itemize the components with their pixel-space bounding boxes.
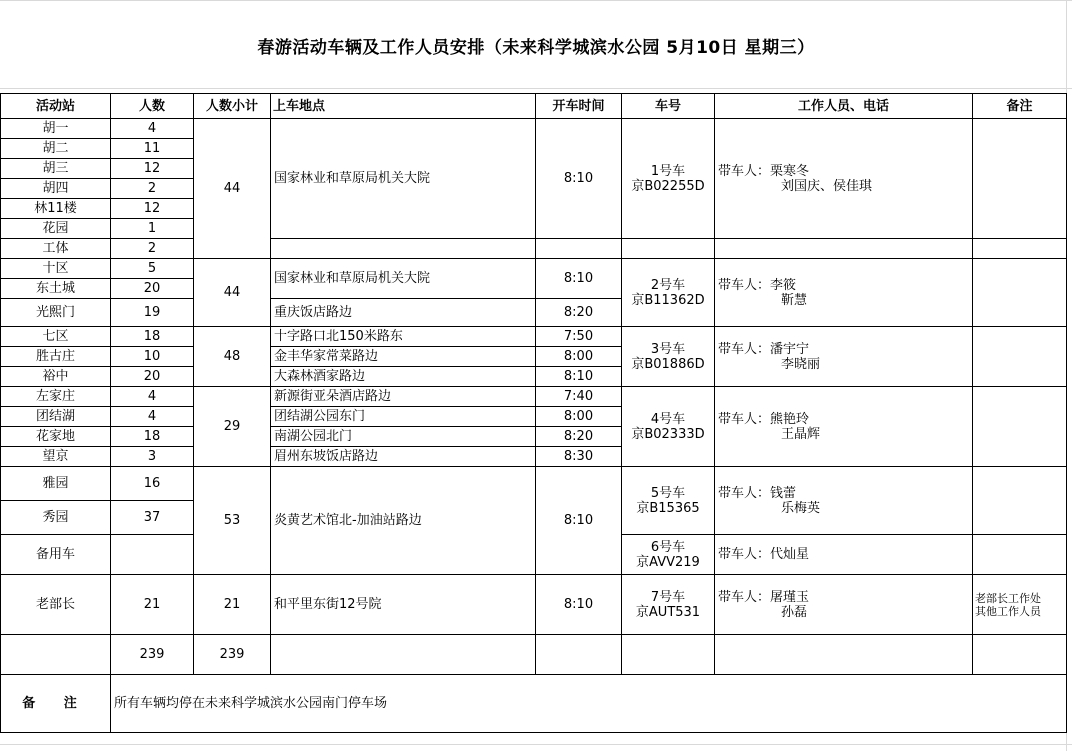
subtotal-cell: 21 [194, 575, 271, 635]
staff-cell [715, 119, 973, 239]
vehicle-cell [622, 327, 715, 387]
station-count: 16 [111, 467, 194, 501]
gridline [0, 0, 1072, 1]
station-name: 裕中 [1, 367, 111, 387]
table-row [1, 239, 1067, 259]
pickup-place: 大森林酒家路边 [271, 367, 536, 387]
vehicle-number: 3号车 [650, 341, 686, 357]
table-row [1, 259, 1067, 279]
vehicle-plate: 京B02333D [631, 426, 705, 442]
empty-cell [271, 239, 536, 259]
station-count: 20 [111, 367, 194, 387]
schedule-table [0, 93, 1067, 733]
depart-time: 8:10 [536, 467, 622, 575]
pickup-place: 新源街亚朵酒店路边 [271, 387, 536, 407]
remark-cell [973, 467, 1067, 535]
empty-cell [536, 635, 622, 675]
vehicle-plate: 京B01886D [631, 356, 705, 372]
pickup-place: 炎黄艺术馆北-加油站路边 [271, 467, 536, 575]
subtotal-cell: 29 [194, 387, 271, 467]
table-row [1, 327, 1067, 347]
subtotal-cell: 53 [194, 467, 271, 575]
pickup-place: 重庆饭店路边 [271, 299, 536, 327]
vehicle-number: 7号车 [650, 589, 686, 605]
subtotal-cell: 48 [194, 327, 271, 387]
empty-cell [715, 635, 973, 675]
empty-cell [715, 239, 973, 259]
vehicle-plate: 京B15365 [636, 500, 700, 516]
vehicle-number: 4号车 [650, 411, 686, 427]
header-staff: 工作人员、电话 [715, 94, 973, 119]
staff-leader: 带车人：屠瑾玉 [718, 589, 810, 605]
station-name: 十区 [1, 259, 111, 279]
gridline [0, 88, 1072, 89]
station-count: 37 [111, 501, 194, 535]
remark-cell [973, 327, 1067, 387]
vehicle-cell [622, 259, 715, 327]
station-count: 18 [111, 427, 194, 447]
vehicle-number: 2号车 [650, 277, 686, 293]
header-depart: 开车时间 [536, 94, 622, 119]
depart-time: 8:10 [536, 575, 622, 635]
station-name: 胜古庄 [1, 347, 111, 367]
pickup-place: 国家林业和草原局机关大院 [271, 259, 536, 299]
sheet-title: 春游活动车辆及工作人员安排（未来科学城滨水公园 5月10日 星期三） [257, 38, 815, 58]
vehicle-plate: 京B11362D [631, 292, 705, 308]
station-name: 林11楼 [1, 199, 111, 219]
station-count: 10 [111, 347, 194, 367]
station-count: 3 [111, 447, 194, 467]
staff-cell [715, 467, 973, 535]
station-name: 东土城 [1, 279, 111, 299]
header-count: 人数 [111, 94, 194, 119]
station-name: 胡四 [1, 179, 111, 199]
station-count [111, 535, 194, 575]
total-count: 239 [111, 635, 194, 675]
empty-cell [622, 635, 715, 675]
staff-leader: 带车人：潘宇宁 [718, 341, 810, 357]
pickup-place: 金丰华家常菜路边 [271, 347, 536, 367]
depart-time: 8:30 [536, 447, 622, 467]
staff-leader: 带车人：熊艳玲 [718, 411, 810, 427]
staff-others: 王晶辉 [781, 426, 821, 442]
station-name: 胡一 [1, 119, 111, 139]
total-subtotal: 239 [194, 635, 271, 675]
staff-cell [715, 259, 973, 327]
vehicle-plate: 京AVV219 [636, 554, 700, 570]
station-name: 备用车 [1, 535, 111, 575]
staff-others: 孙磊 [781, 604, 808, 620]
depart-time: 8:00 [536, 347, 622, 367]
station-count: 19 [111, 299, 194, 327]
staff-leader: 带车人：李筱 [718, 277, 797, 293]
vehicle-plate: 京AUT531 [635, 604, 701, 620]
depart-time: 8:10 [536, 367, 622, 387]
station-count: 12 [111, 159, 194, 179]
staff-others: 靳慧 [781, 292, 808, 308]
subtotal-cell: 44 [194, 259, 271, 327]
station-count: 21 [111, 575, 194, 635]
depart-time: 7:50 [536, 327, 622, 347]
station-name: 左家庄 [1, 387, 111, 407]
vehicle-number: 1号车 [650, 163, 686, 179]
station-count: 18 [111, 327, 194, 347]
table-row [1, 119, 1067, 139]
station-name: 团结湖 [1, 407, 111, 427]
header-remark: 备注 [973, 94, 1067, 119]
remark-line: 其他工作人员 [975, 604, 1041, 618]
remark-line: 老部长工作处 [975, 591, 1041, 605]
pickup-place: 南湖公园北门 [271, 427, 536, 447]
totals-row [1, 635, 1067, 675]
station-count: 2 [111, 239, 194, 259]
station-name: 秀园 [1, 501, 111, 535]
depart-time: 8:00 [536, 407, 622, 427]
note-row [1, 675, 1067, 733]
vehicle-plate: 京B02255D [631, 178, 705, 194]
station-count: 5 [111, 259, 194, 279]
station-count: 4 [111, 407, 194, 427]
vehicle-cell [622, 387, 715, 467]
table-row [1, 387, 1067, 407]
station-name: 雅园 [1, 467, 111, 501]
station-name: 花园 [1, 219, 111, 239]
station-count: 4 [111, 119, 194, 139]
pickup-place: 和平里东街12号院 [271, 575, 536, 635]
remark-cell [973, 575, 1067, 635]
staff-cell [715, 327, 973, 387]
station-count: 11 [111, 139, 194, 159]
vehicle-number: 6号车 [650, 539, 686, 555]
staff-others: 李晓丽 [781, 356, 821, 372]
station-count: 1 [111, 219, 194, 239]
note-label: 备 注 [1, 675, 111, 733]
depart-time: 8:10 [536, 119, 622, 239]
remark-cell [973, 387, 1067, 467]
depart-time: 7:40 [536, 387, 622, 407]
station-count: 2 [111, 179, 194, 199]
vehicle-cell [622, 535, 715, 575]
vehicle-cell [622, 119, 715, 239]
depart-time: 8:20 [536, 299, 622, 327]
pickup-place: 十字路口北150米路东 [271, 327, 536, 347]
empty-cell [622, 239, 715, 259]
staff-cell [715, 535, 973, 575]
station-name: 七区 [1, 327, 111, 347]
staff-cell [715, 575, 973, 635]
station-count: 20 [111, 279, 194, 299]
depart-time: 8:20 [536, 427, 622, 447]
remark-cell [973, 535, 1067, 575]
header-pickup: 上车地点 [271, 94, 536, 119]
staff-leader: 带车人：钱蕾 [718, 485, 797, 501]
staff-others: 乐梅英 [781, 500, 821, 516]
header-row [1, 94, 1067, 119]
station-name: 光熙门 [1, 299, 111, 327]
empty-cell [271, 635, 536, 675]
remark-cell [973, 259, 1067, 327]
staff-leader: 带车人：代灿星 [718, 547, 810, 562]
station-name: 胡二 [1, 139, 111, 159]
remark-cell [973, 119, 1067, 239]
station-name: 老部长 [1, 575, 111, 635]
staff-cell [715, 387, 973, 467]
station-name: 花家地 [1, 427, 111, 447]
pickup-place: 团结湖公园东门 [271, 407, 536, 427]
station-count: 12 [111, 199, 194, 219]
empty-cell [536, 239, 622, 259]
header-subtotal: 人数小计 [194, 94, 271, 119]
staff-others: 刘国庆、侯佳琪 [781, 178, 873, 194]
station-name: 工体 [1, 239, 111, 259]
empty-cell [973, 239, 1067, 259]
subtotal-cell: 44 [194, 119, 271, 259]
depart-time: 8:10 [536, 259, 622, 299]
empty-cell [973, 635, 1067, 675]
station-name: 望京 [1, 447, 111, 467]
table-row [1, 467, 1067, 501]
station-count: 4 [111, 387, 194, 407]
table-row [1, 575, 1067, 635]
empty-cell [1, 635, 111, 675]
vehicle-number: 5号车 [650, 485, 686, 501]
vehicle-cell [622, 575, 715, 635]
header-station: 活动站 [1, 94, 111, 119]
staff-leader: 带车人：栗寒冬 [718, 163, 810, 179]
vehicle-cell [622, 467, 715, 535]
gridline [0, 744, 1072, 745]
pickup-place: 国家林业和草原局机关大院 [271, 119, 536, 239]
note-text: 所有车辆均停在未来科学城滨水公园南门停车场 [111, 675, 1067, 733]
header-vehicle: 车号 [622, 94, 715, 119]
station-name: 胡三 [1, 159, 111, 179]
pickup-place: 眉州东坡饭店路边 [271, 447, 536, 467]
